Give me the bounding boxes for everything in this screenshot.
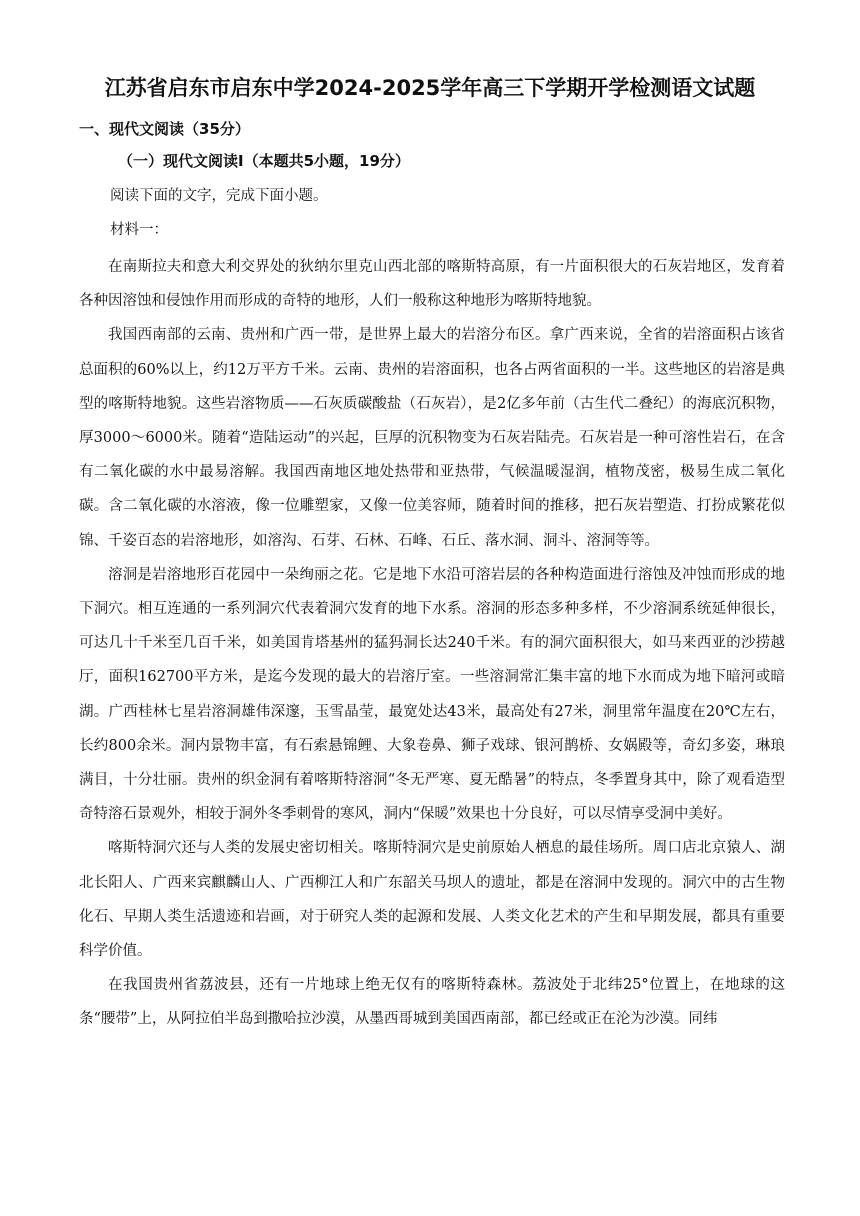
material-label: 材料一： (110, 222, 168, 238)
subsection-heading: （一）现代文阅读Ⅰ（本题共5小题，19分） (118, 152, 410, 170)
paragraph-4: 喀斯特洞穴还与人类的发展史密切相关。喀斯特洞穴是史前原始人栖息的最佳场所。周口店北京猿人、湖北长阳人、广西来宾麒麟山人、广西柳江人和广东韶关马坝人的遗址，都是在溶洞中发现的。洞穴中的古生物化石、早期人类生活遗迹和岩画，对于研究人类的起源和发展、人类文化艺术的产生和早期发展，都具有重要科学价值。 (79, 840, 785, 960)
paragraph-2: 我国西南部的云南、贵州和广西一带，是世界上最大的岩溶分布区。拿广西来说，全省的岩溶面积占该省总面积的60%以上，约12万平方千米。云南、贵州的岩溶面积，也各占两省面积的一半。这些地区的岩溶是典型的喀斯特地貌。这些岩溶物质——石灰质碳酸盐（石灰岩），是2亿多年前（古生代二叠纪）的海底沉积物，厚3000～6000米。随着“造陆运动”的兴起，巨厚的沉积物变为石灰岩陆壳。石灰岩是一种可溶性岩石，在含有二氧化碳的水中最易溶解。我国西南地区地处热带和亚热带，气候温暖湿润，植物茂密，极易生成二氧化碳。含二氧化碳的水溶液，像一位雕塑家，又像一位美容师，随着时间的推移，把石灰岩塑造、打扮成繁花似锦、千姿百态的岩溶地形，如溶沟、石芽、石林、石峰、石丘、落水洞、洞斗、溶洞等等。 (79, 327, 785, 549)
paragraph-5: 在我国贵州省荔波县，还有一片地球上绝无仅有的喀斯特森林。荔波处于北纬25°位置上，在地球的这条“腰带”上，从阿拉伯半岛到撒哈拉沙漠，从墨西哥城到美国西南部，都已经或正在沦为沙漠。同纬 (79, 977, 785, 1028)
reading-instruction: 阅读下面的文字，完成下面小题。 (110, 188, 328, 204)
article-body (79, 250, 785, 1037)
paragraph-3: 溶洞是岩溶地形百花园中一朵绚丽之花。它是地下水沿可溶岩层的各种构造面进行溶蚀及冲蚀而形成的地下洞穴。相互连通的一系列洞穴代表着洞穴发育的地下水系。溶洞的形态多种多样，不少溶洞系统延伸很长，可达几十千米至几百千米，如美国肯塔基州的猛犸洞长达240千米。有的洞穴面积很大，如马来西亚的沙捞越厅，面积162700平方米，是迄今发现的最大的岩溶厅室。一些溶洞常汇集丰富的地下水而成为地下暗河或暗湖。广西桂林七星岩溶洞雄伟深邃，玉雪晶莹，最宽处达43米，最高处有27米，洞里常年温度在20℃左右，长约800余米。洞内景物丰富，有石索悬锦鲤、大象卷鼻、狮子戏球、银河鹊桥、女娲殿等，奇幻多姿，琳琅满目，十分壮丽。贵州的织金洞有着喀斯特溶洞“冬无严寒、夏无酷暑”的特点，冬季置身其中，除了观看造型奇特溶石景观外，相较于洞外冬季刺骨的寒风，洞内“保暖”效果也十分良好，可以尽情享受洞中美好。 (79, 566, 785, 823)
paragraph-1: 在南斯拉夫和意大利交界处的狄纳尔里克山西北部的喀斯特高原，有一片面积很大的石灰岩地区，发育着各种因溶蚀和侵蚀作用而形成的奇特的地形，人们一般称这种地形为喀斯特地貌。 (79, 259, 785, 310)
document-title: 江苏省启东市启东中学2024-2025学年高三下学期开学检测语文试题 (104, 76, 756, 100)
section-heading: 一、现代文阅读（35分） (79, 120, 250, 138)
